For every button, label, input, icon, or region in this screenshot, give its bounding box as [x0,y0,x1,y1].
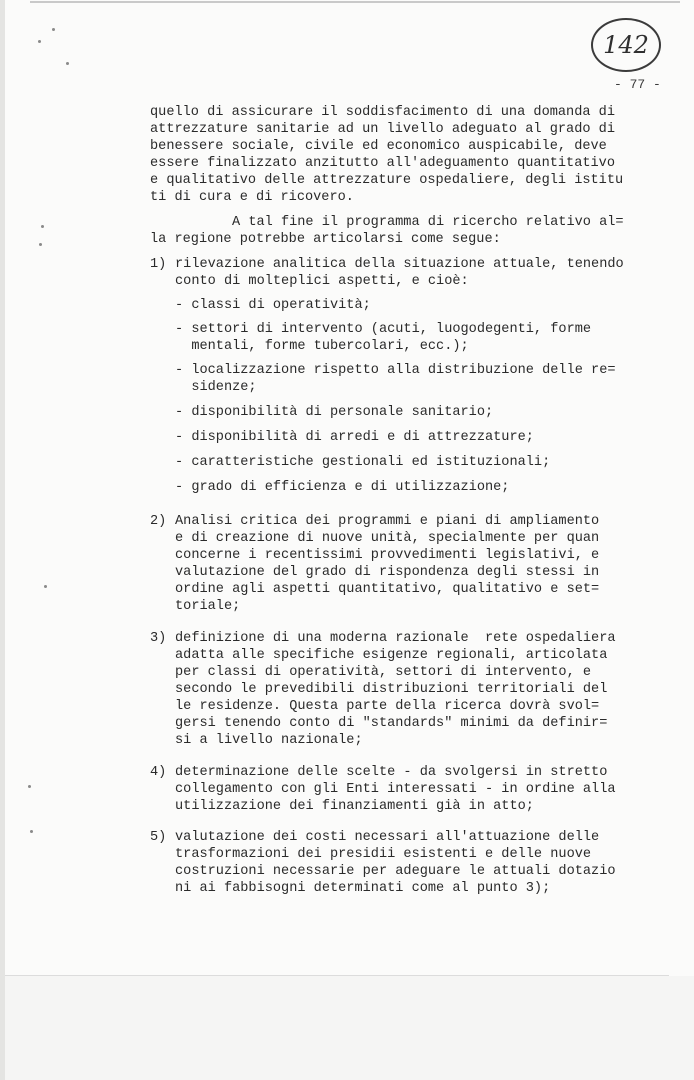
text-line: e qualitativo delle attrezzature ospedaliere, degli istitu [150,173,624,188]
text-line: valutazione dei costi necessari all'attuazione delle [175,830,600,845]
sub-item: sidenze; [175,380,257,395]
sub-item: - caratteristiche gestionali ed istituzionali; [175,455,551,470]
item-number: 3) [150,631,167,646]
scan-speck [52,28,55,31]
sub-item: - localizzazione rispetto alla distribuzione delle re= [175,363,616,378]
text-line: le residenze. Questa parte della ricerca dovrà svol= [175,699,600,714]
text-line: definizione di una moderna razionale rete ospedaliera [175,631,616,646]
top-rule [30,1,680,3]
item-number: 4) [150,765,167,780]
text-line: Analisi critica dei programmi e piani di ampliamento [175,514,600,529]
text-line: secondo le prevedibili distribuzioni territoriali del [175,682,608,697]
text-line: si a livello nazionale; [175,733,363,748]
text-line: quello di assicurare il soddisfacimento di una domanda di [150,105,615,120]
sub-item: - classi di operatività; [175,298,371,313]
scan-background [5,976,694,1080]
text-line: utilizzazione dei finanziamenti già in atto; [175,799,534,814]
scan-speck [66,62,69,65]
text-line: valutazione del grado di rispondenza degli stessi in [175,565,600,580]
archive-stamp: 142 [591,18,661,72]
scan-edge [0,0,5,1080]
item-number: 2) [150,514,167,529]
text-line: costruzioni necessarie per adeguare le attuali dotazio [175,864,616,879]
text-line: rilevazione analitica della situazione attuale, tenendo [175,257,624,272]
sub-item: - disponibilità di arredi e di attrezzature; [175,430,534,445]
scan-speck [38,40,41,43]
text-line: e di creazione di nuove unità, specialmente per quan [175,531,600,546]
scan-speck [44,585,47,588]
scan-speck [39,243,42,246]
item-number: 5) [150,830,167,845]
text-line: ti di cura e di ricovero. [150,190,354,205]
scan-speck [41,225,44,228]
text-line: per classi di operatività, settori di intervento, e [175,665,592,680]
text-line: attrezzature sanitarie ad un livello adeguato al grado di [150,122,615,137]
text-line: determinazione delle scelte - da svolgersi in stretto [175,765,608,780]
text-line: essere finalizzato anzitutto all'adeguamento quantitativo [150,156,615,171]
sub-item: - settori di intervento (acuti, luogodegenti, forme [175,322,592,337]
text-line: toriale; [175,599,241,614]
scan-speck [28,785,31,788]
text-line: conto di molteplici aspetti, e cioè: [175,274,469,289]
text-line: adatta alle specifiche esigenze regionali, articolata [175,648,608,663]
text-line: A tal fine il programma di ricercho relativo al= [232,215,624,230]
text-line: ni ai fabbisogni determinati come al punto 3); [175,881,551,896]
sub-item: - disponibilità di personale sanitario; [175,405,494,420]
scan-speck [30,830,33,833]
sub-item: mentali, forme tubercolari, ecc.); [175,339,469,354]
text-line: trasformazioni dei presidii esistenti e delle nuove [175,847,592,862]
text-line: gersi tenendo conto di "standards" minimi da definir= [175,716,608,731]
text-line: benessere sociale, civile ed economico auspicabile, deve [150,139,607,154]
page-number: - 77 - [614,77,661,92]
text-line: concerne i recentissimi provvedimenti legislativi, e [175,548,600,563]
text-line: collegamento con gli Enti interessati - in ordine alla [175,782,616,797]
text-line: ordine agli aspetti quantitativo, qualitativo e set= [175,582,600,597]
sub-item: - grado di efficienza e di utilizzazione; [175,480,510,495]
text-line: la regione potrebbe articolarsi come segue: [150,232,501,247]
item-number: 1) [150,257,167,272]
